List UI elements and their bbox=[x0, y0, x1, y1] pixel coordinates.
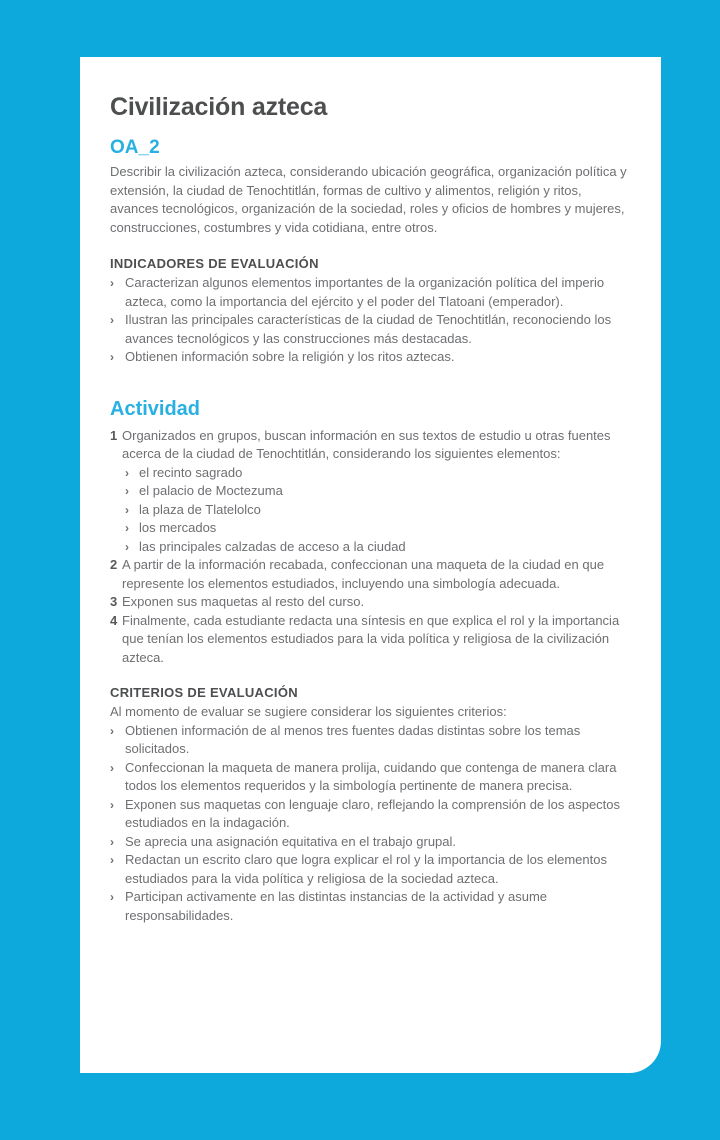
step-number: 4 bbox=[110, 612, 118, 628]
step-text: A partir de la información recabada, confeccionan una maqueta de la ciudad en que represente los elementos estudiados, incluyendo una simbología adecuada. bbox=[122, 557, 605, 591]
chevron-bullet-icon: › bbox=[110, 276, 114, 290]
sub-item bbox=[125, 464, 630, 483]
step-text: Finalmente, cada estudiante redacta una síntesis en que explica el rol y la importancia que tenían los elementos estudiados para la vida política y religiosa de la civilización azteca. bbox=[122, 612, 620, 665]
step-text bbox=[122, 427, 630, 557]
step-number: 1 bbox=[110, 427, 118, 443]
sub-item-text: los mercados bbox=[139, 520, 217, 535]
criterios-heading: CRITERIOS DE EVALUACIÓN bbox=[110, 685, 298, 700]
activity-step bbox=[110, 593, 630, 612]
indicator-item bbox=[110, 348, 630, 367]
sub-item bbox=[125, 501, 630, 520]
criterio-item-text: Obtienen información de al menos tres fuentes dadas distintas sobre los temas solicitados. bbox=[125, 722, 581, 756]
indicator-item-text: Caracterizan algunos elementos importantes de la organización política del imperio azteca, como la importancia del ejército y el poder del Tlatoani (emperador). bbox=[125, 275, 605, 309]
chevron-bullet-icon: › bbox=[110, 350, 114, 364]
criterios-intro: Al momento de evaluar se sugiere considerar los siguientes criterios: bbox=[110, 704, 507, 719]
sub-item bbox=[125, 519, 630, 538]
card-content bbox=[80, 57, 661, 925]
step-number: 3 bbox=[110, 594, 118, 609]
criterio-item-text: Redactan un escrito claro que logra explicar el rol y la importancia de los elementos estudiados para la vida política y religiosa de la sociedad azteca. bbox=[125, 852, 607, 886]
step-text-content: Organizados en grupos, buscan información en sus textos de estudio u otras fuentes acerca de la ciudad de Tenochtitlán, considerando los siguientes elementos: bbox=[122, 427, 611, 461]
indicadores-list bbox=[110, 274, 630, 367]
content-card bbox=[80, 57, 661, 1073]
chevron-bullet-icon: › bbox=[125, 539, 129, 554]
criterio-item bbox=[110, 759, 630, 796]
indicadores-heading: INDICADORES DE EVALUACIÓN bbox=[110, 256, 319, 271]
criterio-item bbox=[110, 833, 630, 852]
indicator-item bbox=[110, 274, 630, 311]
criterio-item-text: Se aprecia una asignación equitativa en el trabajo grupal. bbox=[125, 833, 457, 849]
chevron-bullet-icon: › bbox=[125, 521, 129, 535]
sub-item bbox=[125, 538, 630, 557]
indicator-item bbox=[110, 311, 630, 348]
indicator-item-text: Ilustran las principales características de la ciudad de Tenochtitlán, reconociendo los avances tecnológicos y las construcciones más destacadas. bbox=[125, 312, 612, 346]
chevron-bullet-icon: › bbox=[125, 484, 129, 498]
chevron-bullet-icon: › bbox=[110, 834, 114, 849]
chevron-bullet-icon: › bbox=[110, 313, 114, 327]
chevron-bullet-icon: › bbox=[110, 760, 114, 775]
step-sublist bbox=[125, 464, 630, 557]
criterio-item bbox=[110, 796, 630, 833]
oa-code-heading: OA_2 bbox=[110, 137, 160, 158]
activity-step bbox=[110, 556, 630, 593]
chevron-bullet-icon: › bbox=[110, 723, 114, 738]
page-title: Civilización azteca bbox=[110, 93, 328, 121]
activity-step bbox=[110, 612, 630, 668]
criterio-item-text: Confeccionan la maqueta de manera prolija, cuidando que contenga de manera clara todos los elementos requeridos y la simbología pertinente de manera precisa. bbox=[125, 759, 617, 793]
sub-item-text: las principales calzadas de acceso a la ciudad bbox=[139, 538, 406, 554]
chevron-bullet-icon: › bbox=[110, 890, 114, 904]
chevron-bullet-icon: › bbox=[110, 797, 114, 812]
chevron-bullet-icon: › bbox=[110, 853, 114, 867]
activity-step bbox=[110, 427, 630, 557]
oa-description: Describir la civilización azteca, considerando ubicación geográfica, organización política y extensión, la ciudad de Tenochtitlán, formas de cultivo y alimentos, religión y ritos, avances tecnológicos, organización de la sociedad, roles y oficios de hombres y mujeres, construcciones, costumbres y vida cotidiana, entre otros. bbox=[110, 164, 627, 235]
criterio-item bbox=[110, 888, 630, 925]
chevron-bullet-icon: › bbox=[125, 465, 129, 480]
criterio-item-text: Participan activamente en las distintas instancias de la actividad y asume responsabilidades. bbox=[125, 889, 547, 923]
criterio-item bbox=[110, 722, 630, 759]
sub-item-text: el palacio de Moctezuma bbox=[139, 483, 283, 498]
criterios-list bbox=[110, 722, 630, 926]
indicator-item-text: Obtienen información sobre la religión y los ritos aztecas. bbox=[125, 349, 455, 364]
sub-item-text: el recinto sagrado bbox=[139, 464, 243, 480]
step-text: Exponen sus maquetas al resto del curso. bbox=[122, 594, 365, 609]
step-number: 2 bbox=[110, 557, 118, 572]
criterio-item-text: Exponen sus maquetas con lenguaje claro, reflejando la comprensión de los aspectos estudiados en la indagación. bbox=[125, 796, 621, 830]
chevron-bullet-icon: › bbox=[125, 502, 129, 517]
sub-item-text: la plaza de Tlatelolco bbox=[139, 501, 261, 517]
criterio-item bbox=[110, 851, 630, 888]
actividad-steps bbox=[110, 427, 630, 668]
actividad-heading: Actividad bbox=[110, 397, 201, 420]
sub-item bbox=[125, 482, 630, 501]
